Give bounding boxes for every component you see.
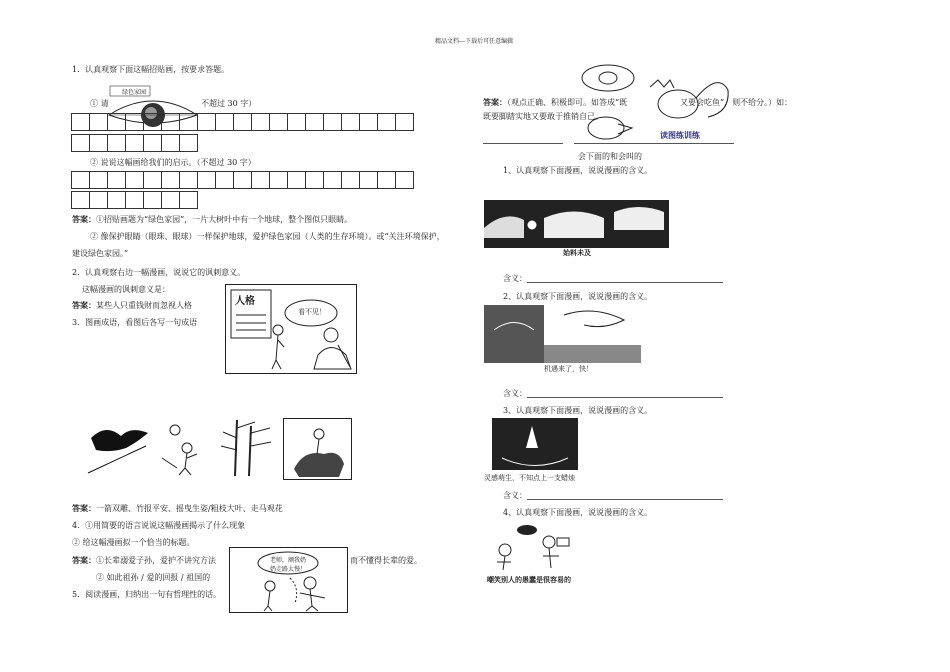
right-question-3: 3、认真观察下面漫画，说说漫画的含义。 (503, 406, 653, 415)
right-question-2: 2、认真观察下面漫画，说说漫画的含义。 (503, 292, 653, 301)
caption-2: 机遇来了，快！ (544, 365, 593, 373)
laughing-figures-icon (487, 520, 579, 572)
question-3: 3．图画成语，看图后各写一句成语 (72, 318, 198, 327)
answer-2: 某些人只重钱财而忽视人格 (96, 301, 192, 310)
question-5: 5．阅读漫画，归纳出一句有哲理性的话。 (72, 590, 222, 599)
question-2-sub: 这幅漫画的讽刺意义是： (82, 285, 170, 294)
answer-1-line-3: 建设绿色家园。” (72, 249, 129, 258)
question-4: 4．①用简要的语言说说这幅漫画揭示了什么现象 (72, 521, 246, 530)
idiom-picture-2 (157, 418, 212, 476)
answer-3: 一箭双雕、竹报平安、摇曳生姿/粗枝大叶、走马观花 (96, 504, 283, 513)
meaning-label: 含义： (503, 389, 527, 398)
top-answer-line-2: 既要脚踏实地又要敢于推销自己。 (483, 112, 603, 121)
cartoon-3 (492, 418, 578, 470)
cartoon-4 (487, 520, 579, 572)
opportunity-cartoon-icon (484, 305, 641, 363)
answer-grid-2b[interactable] (72, 192, 198, 209)
top-answer-line-1: （观点正确、积极即可。如答成“既 (507, 98, 628, 107)
flood-cartoon-icon (484, 180, 669, 248)
candle-cartoon-icon (492, 418, 578, 470)
question-1: 1．认真观察下面这幅招贴画，按要求答题。 (72, 65, 230, 74)
top-answer-line-1b: 又要会吃鱼”，则不给分。）如： (680, 98, 793, 107)
page-header: 精品文档---下载后可任意编辑 (435, 38, 514, 45)
q1-sub2: ② 说说这幅画给我们的启示。（不超过 30 字） (90, 158, 256, 167)
divider (574, 143, 734, 144)
training-title: 读图练训练 (660, 131, 700, 140)
question-2: 2．认真观察右边一幅漫画，说说它的讽刺意义。 (72, 268, 246, 277)
cartoon-1 (484, 180, 669, 248)
meaning-line[interactable] (527, 397, 723, 398)
question-4-sub: ② 给这幅漫画拟一个恰当的标题。 (72, 538, 195, 547)
idiom-picture-1 (86, 418, 152, 476)
bamboo-icon (215, 418, 281, 478)
q1-sub1-suffix: 不超过 30 字） (201, 99, 257, 108)
personality-cartoon (225, 284, 357, 374)
answer-label: 答案： (72, 503, 96, 513)
firecracker-icon (157, 418, 212, 476)
meaning-label: 含义： (503, 274, 527, 283)
idiom-picture-4 (283, 418, 352, 480)
answer-4-2: ② 如此祖孙 / 爱的回报 / 祖国的 (96, 573, 211, 582)
idiom-picture-3 (215, 418, 281, 478)
meaning-line[interactable] (527, 282, 723, 283)
answer-label: 答案： (72, 214, 96, 224)
poster-title: 绿色家园 (122, 89, 147, 96)
divider (483, 143, 563, 144)
eagles-arrow-icon (86, 418, 152, 476)
intro-text: 会下面的和会叫的 (578, 152, 642, 161)
answer-grid-2[interactable] (72, 172, 414, 189)
cartoon-sign: 人格 (235, 296, 255, 307)
answer-4-1b: 而不懂得长辈的爱。 (350, 556, 422, 565)
q1-sub1-prefix: ① 请 (90, 99, 109, 108)
cartoon-speech: 老师，额我奶奶走路太慢！ (270, 557, 307, 573)
answer-4-1a: ①长辈溺爱子孙，爱护不讲究方法 (96, 556, 216, 565)
meaning-line[interactable] (527, 499, 723, 500)
cartoon-speech: 看不见！ (298, 308, 326, 316)
answer-grid-1b[interactable] (72, 135, 198, 152)
caption-4: 嘲笑别人的愚蠢是很容易的 (487, 576, 571, 584)
caption-3: 灵感萌生，不知点上一支蜡烛 (484, 474, 575, 482)
right-question-1: 1、认真观察下面漫画，说说漫画的含义。 (503, 166, 653, 175)
cartoon-2 (484, 305, 641, 363)
answer-1-line-1: ①招贴画题为“绿色家园”，一片大树叶中有一个地球，整个图似只眼睛。 (96, 215, 353, 224)
right-question-4: 4、认真观察下面漫画，说说漫画的含义。 (503, 508, 653, 517)
caption-1: 始料未及 (563, 249, 591, 257)
answer-grid-1[interactable] (72, 114, 414, 131)
answer-label: 答案： (72, 555, 96, 565)
answer-1-line-2: ② 像保护眼睛（眼珠、眼球）一样保护地球，爱护绿色家园（人类的生存环境）。或“关注环境保护， (90, 232, 445, 241)
grandparent-cartoon (229, 547, 348, 613)
answer-label: 答案： (72, 300, 96, 310)
meaning-label: 含义： (503, 491, 527, 500)
horse-rider-icon (284, 419, 351, 479)
answer-label: 答案： (483, 97, 507, 107)
